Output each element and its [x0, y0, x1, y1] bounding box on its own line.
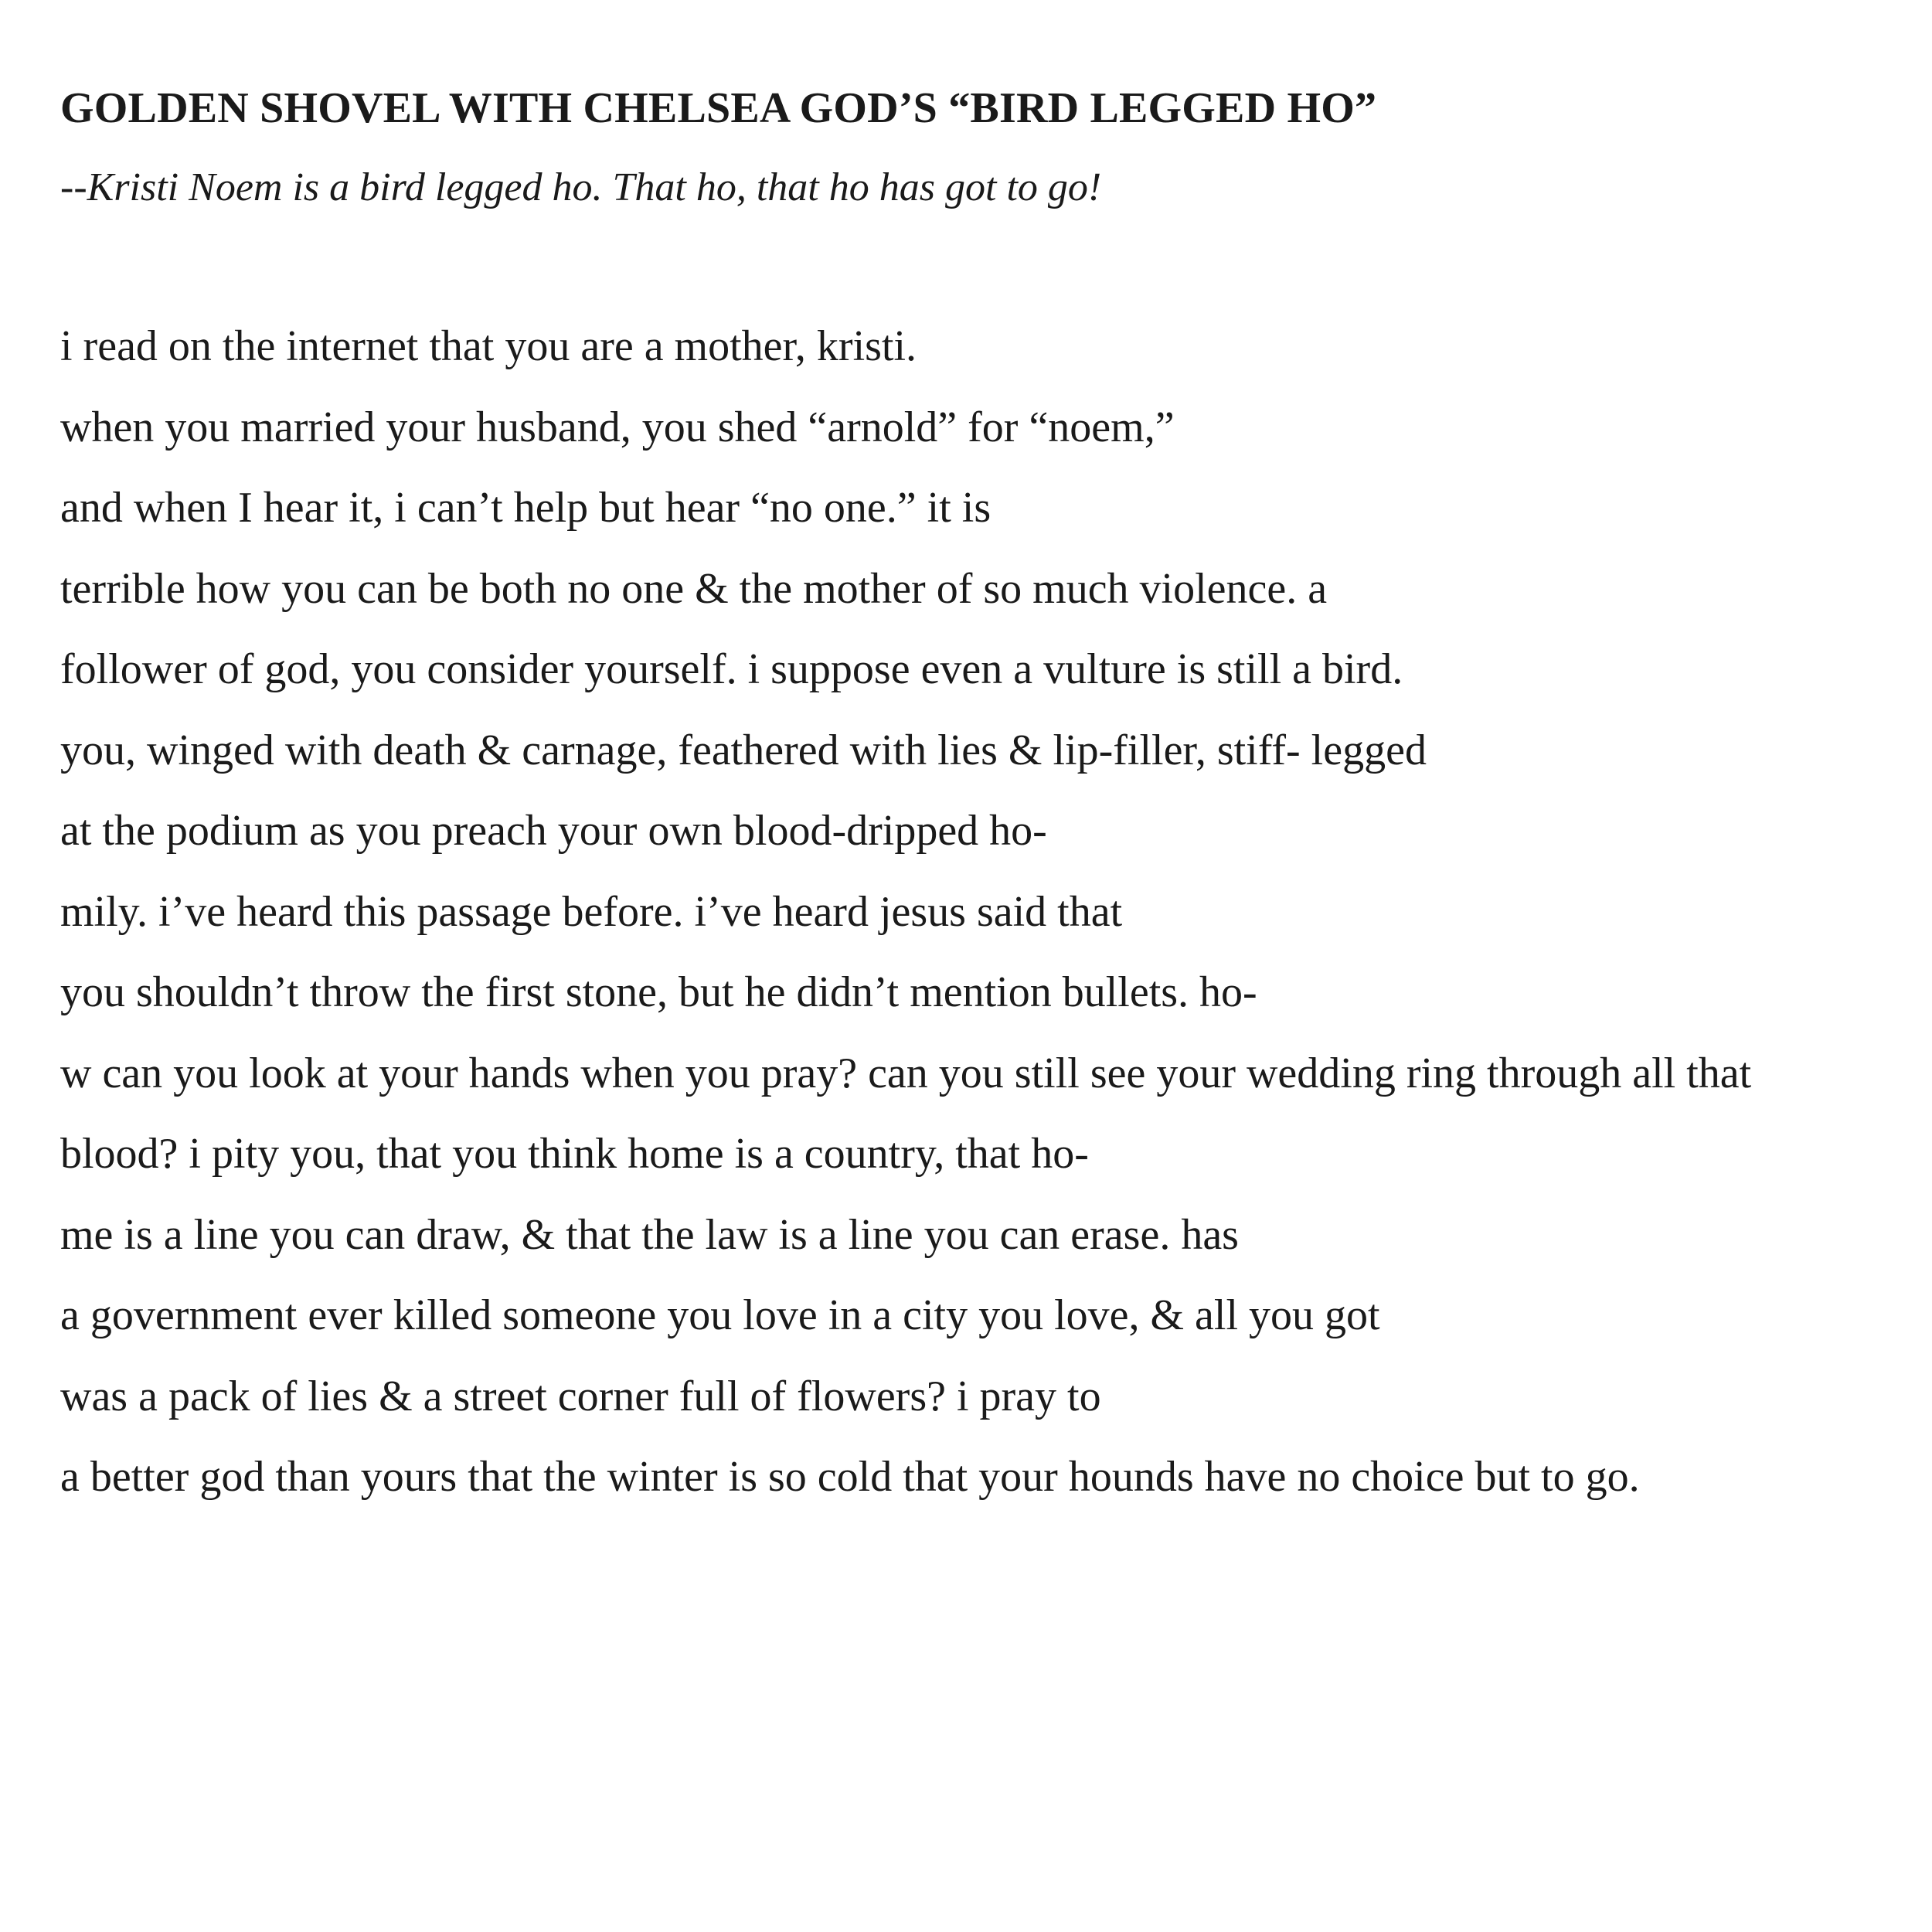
- poem-line: me is a line you can draw, & that the law is a line you can erase. has: [60, 1210, 1239, 1259]
- poem-line: you shouldn’t throw the first stone, but he didn’t mention bullets. ho-: [60, 968, 1257, 1016]
- poem-line: i read on the internet that you are a mother, kristi.: [60, 322, 917, 370]
- poem-line: when you married your husband, you shed “arnold” for “noem,”: [60, 403, 1175, 451]
- poem-line: mily. i’ve heard this passage before. i’ve heard jesus said that: [60, 887, 1123, 936]
- poem-line: and when I hear it, i can’t help but hear “no one.” it is: [60, 484, 992, 532]
- poem-line: you, winged with death & carnage, feathered with lies & lip-filler, stiff- legged: [60, 726, 1427, 774]
- poem-line: was a pack of lies & a street corner full of flowers? i pray to: [60, 1372, 1101, 1420]
- poem-title: GOLDEN SHOVEL WITH CHELSEA GOD’S “BIRD LEGGED HO”: [60, 84, 1377, 132]
- epigraph: --Kristi Noem is a bird legged ho. That ho, that ho has got to go!: [60, 165, 1102, 209]
- poem-body: [60, 306, 1915, 1518]
- poem-line: a better god than yours that the winter is so cold that your hounds have no choice but to go.: [60, 1453, 1640, 1501]
- poem-line: at the podium as you preach your own blood-dripped ho-: [60, 807, 1047, 855]
- poem-line: follower of god, you consider yourself. i suppose even a vulture is still a bird.: [60, 645, 1403, 693]
- poem-line: w can you look at your hands when you pray? can you still see your wedding ring through all that: [60, 1049, 1752, 1097]
- poem-line: a government ever killed someone you love in a city you love, & all you got: [60, 1291, 1380, 1339]
- poem-line: terrible how you can be both no one & the mother of so much violence. a: [60, 564, 1328, 613]
- poem-line: blood? i pity you, that you think home is a country, that ho-: [60, 1130, 1089, 1178]
- poem-page: [60, 80, 1915, 1518]
